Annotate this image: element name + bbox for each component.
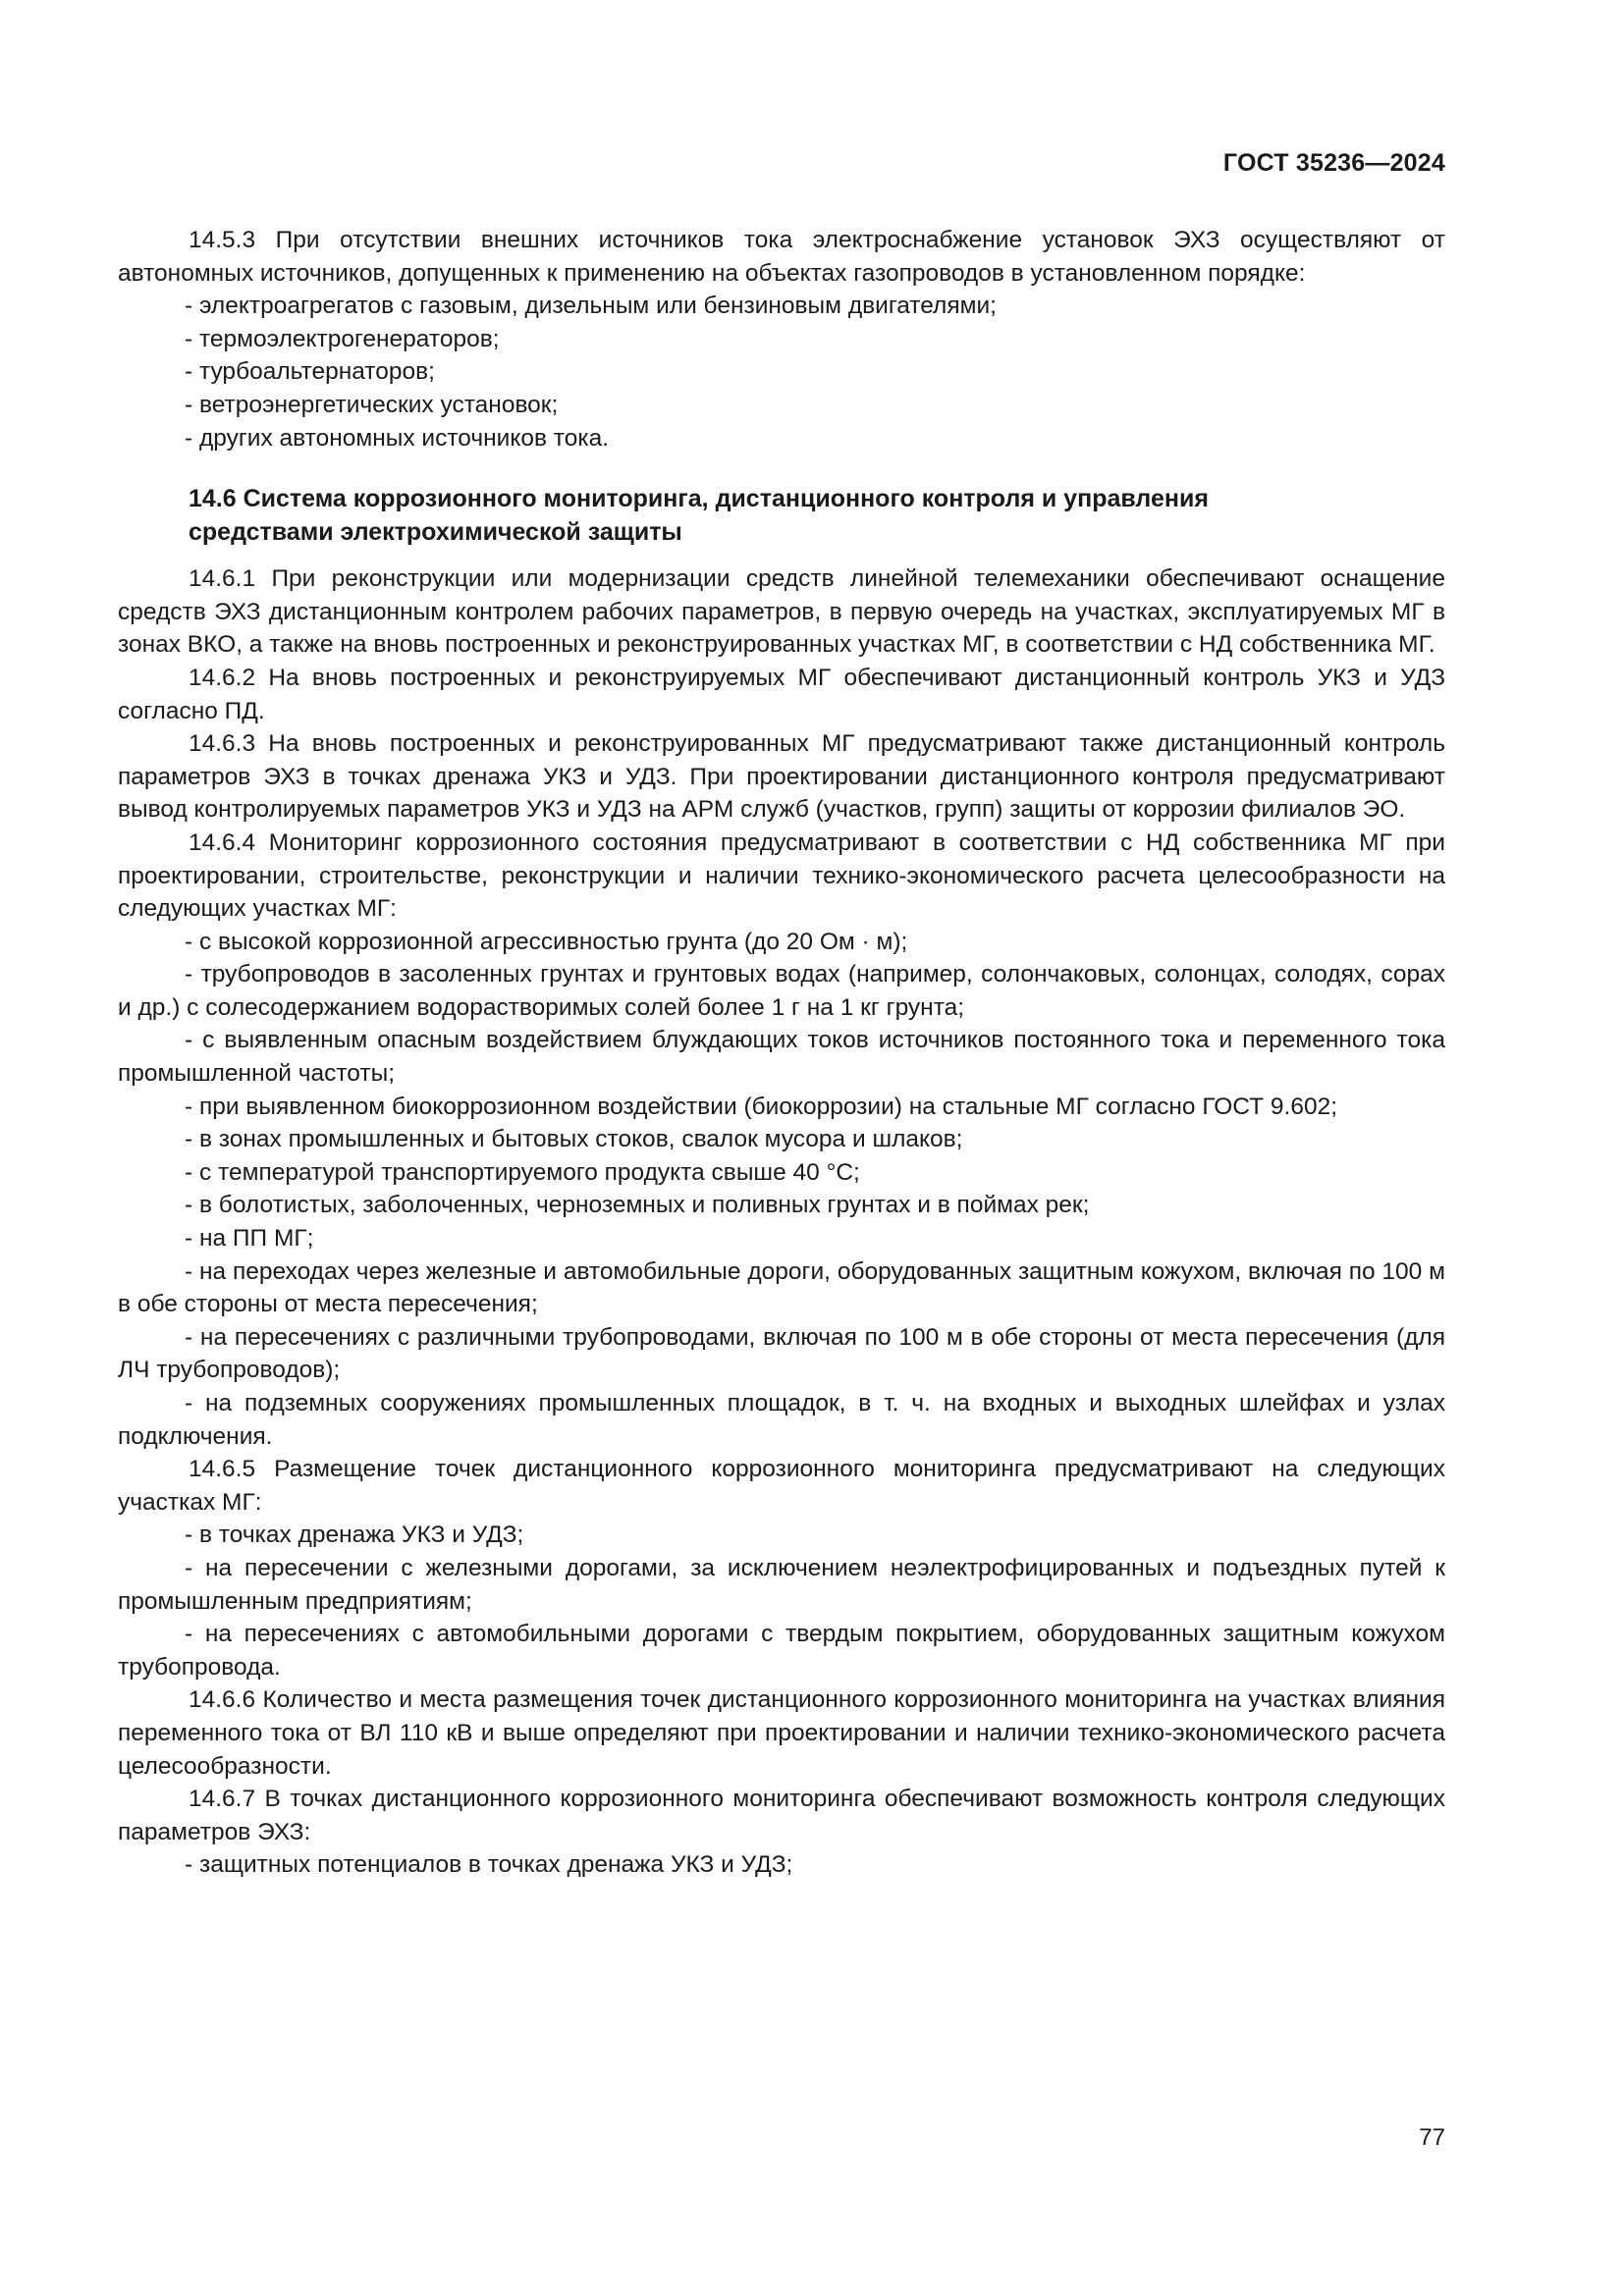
paragraph-14-6-2: 14.6.2 На вновь построенных и реконструируемых МГ обеспечивают дистанционный контроль УКЗ и УДЗ согласно ПД. [118, 664, 1445, 724]
section-heading-line: средствами электрохимической защиты [189, 518, 682, 547]
page-content [118, 224, 1445, 1882]
paragraph-14-6-6: 14.6.6 Количество и места размещения точек дистанционного коррозионного мониторинга на участках влияния переменного тока от ВЛ 110 кВ и выше определяют при проектировании и наличии технико-экономического расчета целесообразности. [118, 1686, 1445, 1780]
paragraph-14-6-7: 14.6.7 В точках дистанционного коррозионного мониторинга обеспечивают возможность контроля следующих параметров ЭХЗ: [118, 1786, 1445, 1845]
list-item: - трубопроводов в засоленных грунтах и грунтовых водах (например, солончаковых, солонцах, солодях, сорах и др.) с солесодержанием водорастворимых солей более 1 г на 1 кг грунта; [118, 961, 1445, 1021]
list-item: - в зонах промышленных и бытовых стоков, свалок мусора и шлаков; [185, 1126, 963, 1153]
paragraph-14-6-5: 14.6.5 Размещение точек дистанционного коррозионного мониторинга предусматривают на следующих участках МГ: [118, 1456, 1445, 1516]
page-number: 77 [1419, 2124, 1445, 2151]
paragraph-14-5-3: 14.5.3 При отсутствии внешних источников тока электроснабжение установок ЭХЗ осуществляют от автономных источников, допущенных к применению на объектах газопроводов в установленном порядке: [118, 227, 1445, 287]
list-item: - на пересечении с железными дорогами, за исключением неэлектрофицированных и подъездных путей к промышленным предприятиям; [118, 1554, 1445, 1615]
list-item: - на подземных сооружениях промышленных площадок, в т. ч. на входных и выходных шлейфах и узлах подключения. [118, 1390, 1445, 1450]
running-head-standard: ГОСТ 35236—2024 [1222, 149, 1445, 177]
list-item: - в болотистых, заболоченных, черноземных и поливных грунтах и в поймах рек; [185, 1192, 1090, 1219]
list-item: - в точках дренажа УКЗ и УДЗ; [185, 1522, 524, 1549]
list-item: - на ПП МГ; [185, 1225, 314, 1253]
list-item: - электроагрегатов с газовым, дизельным или бензиновым двигателями; [185, 293, 997, 320]
paragraph-14-6-3: 14.6.3 На вновь построенных и реконструированных МГ предусматривают также дистанционный контроль параметров ЭХЗ в точках дренажа УКЗ и УДЗ. При проектировании дистанционного контроля предусматривают вывод контролируемых параметров УКЗ и УДЗ на АРМ служб (участков, групп) защиты от коррозии филиалов ЭО. [118, 730, 1445, 824]
list-item: - ветроэнергетических установок; [185, 391, 559, 418]
list-item: - с температурой транспортируемого продукта свыше 40 °С; [185, 1158, 860, 1186]
list-item: - защитных потенциалов в точках дренажа УКЗ и УДЗ; [185, 1851, 793, 1879]
section-heading-14-6 [118, 482, 1445, 549]
paragraph-14-6-1: 14.6.1 При реконструкции или модернизации средств линейной телемеханики обеспечивают оснащение средств ЭХЗ дистанционным контролем рабочих параметров, в первую очередь на участках, эксплуатируемых МГ в зонах ВКО, а также на вновь построенных и реконструированных участках МГ, в соответствии с НД собственника МГ. [118, 565, 1445, 659]
list-item: - других автономных источников тока. [185, 424, 610, 452]
list-item: - на пересечениях с автомобильными дорогами с твердым покрытием, оборудованных защитным кожухом трубопровода. [118, 1621, 1445, 1681]
list-item: - с выявленным опасным воздействием блуждающих токов источников постоянного тока и переменного тока промышленной частоты; [118, 1027, 1445, 1088]
list-item: - турбоальтернаторов; [185, 358, 435, 386]
list-item: - термоэлектрогенераторов; [185, 325, 500, 352]
list-item: - при выявленном биокоррозионном воздействии (биокоррозии) на стальные МГ согласно ГОСТ 9.602; [185, 1093, 1338, 1120]
list-item: - с высокой коррозионной агрессивностью грунта (до 20 Ом · м); [185, 928, 908, 955]
list-item: - на переходах через железные и автомобильные дороги, оборудованных защитным кожухом, включая по 100 м в обе стороны от места пересечения; [118, 1257, 1445, 1318]
list-item: - на пересечениях с различными трубопроводами, включая по 100 м в обе стороны от места пересечения (для ЛЧ трубопроводов); [118, 1323, 1445, 1384]
section-heading-line: 14.6 Система коррозионного мониторинга, дистанционного контроля и управления [189, 485, 1209, 513]
paragraph-14-6-4: 14.6.4 Мониторинг коррозионного состояния предусматривают в соответствии с НД собственника МГ при проектировании, строительстве, реконструкции и наличии технико-экономического расчета целесообразности на следующих участках МГ: [118, 828, 1445, 923]
